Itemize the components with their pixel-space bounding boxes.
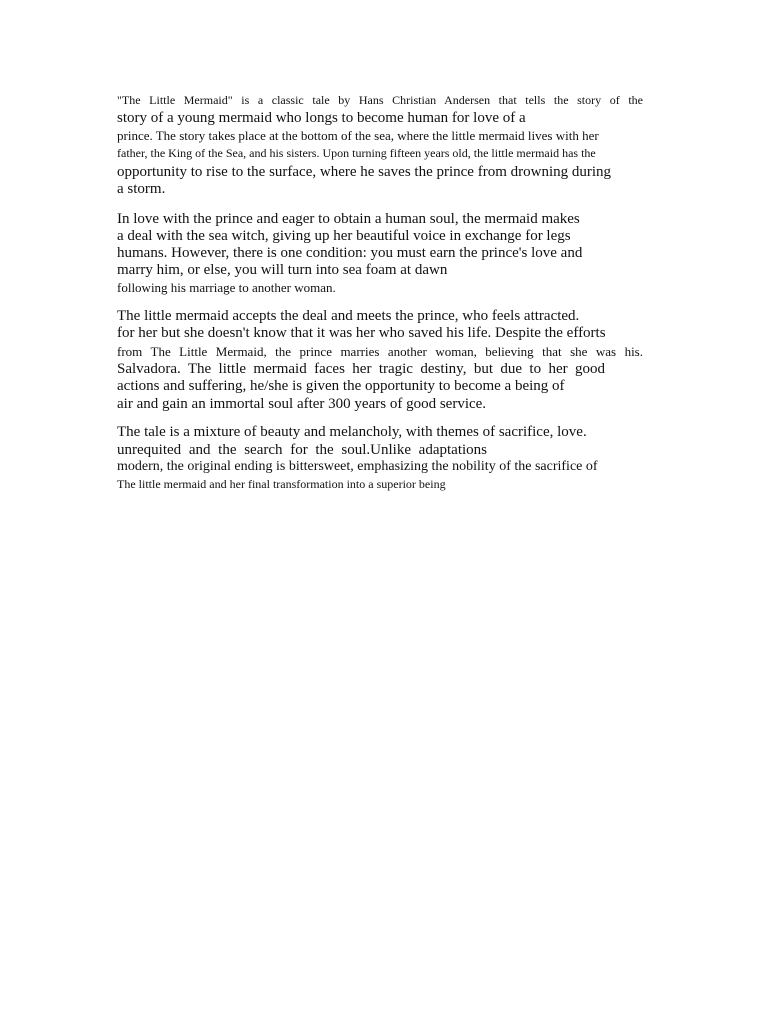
p3-line-4: Salvadora. The little mermaid faces her tragic destiny, but due to her good bbox=[117, 361, 605, 377]
p1-line-1: "The Little Mermaid" is a classic tale by Hans Christian Andersen that tells the story of the bbox=[117, 93, 643, 107]
p1-line-2: story of a young mermaid who longs to become human for love of a bbox=[117, 110, 526, 126]
p1-line-5: opportunity to rise to the surface, where he saves the prince from drowning during bbox=[117, 164, 612, 180]
p3-line-1: The little mermaid accepts the deal and meets the prince, who feels attracted. bbox=[117, 308, 580, 324]
p1-line-3: prince. The story takes place at the bottom of the sea, where the little mermaid lives with her bbox=[117, 128, 599, 143]
p3-line-2: for her but she doesn't know that it was her who saved his life. Despite the efforts bbox=[117, 325, 606, 341]
p4-line-1: The tale is a mixture of beauty and melancholy, with themes of sacrifice, love. bbox=[117, 424, 587, 440]
p2-line-2: a deal with the sea witch, giving up her beautiful voice in exchange for legs bbox=[117, 228, 571, 244]
p1-line-4: father, the King of the Sea, and his sisters. Upon turning fifteen years old, the little mermaid has the bbox=[117, 146, 596, 160]
p2-line-5: following his marriage to another woman. bbox=[117, 280, 336, 295]
p4-line-3: modern, the original ending is bittersweet, emphasizing the nobility of the sacrifice of bbox=[117, 459, 598, 474]
p4-line-4: The little mermaid and her final transformation into a superior being bbox=[117, 477, 446, 491]
p4-line-2: unrequited and the search for the soul.Unlike adaptations bbox=[117, 442, 487, 458]
p3-line-6: air and gain an immortal soul after 300 years of good service. bbox=[117, 396, 487, 412]
p3-line-3: from The Little Mermaid, the prince marries another woman, believing that she was his. bbox=[117, 344, 643, 359]
p2-line-1: In love with the prince and eager to obtain a human soul, the mermaid makes bbox=[117, 211, 580, 227]
p1-line-6: a storm. bbox=[117, 181, 166, 197]
p3-line-5: actions and suffering, he/she is given the opportunity to become a being of bbox=[117, 378, 565, 394]
p2-line-4: marry him, or else, you will turn into sea foam at dawn bbox=[117, 262, 448, 278]
p2-line-3: humans. However, there is one condition: you must earn the prince's love and bbox=[117, 245, 583, 261]
